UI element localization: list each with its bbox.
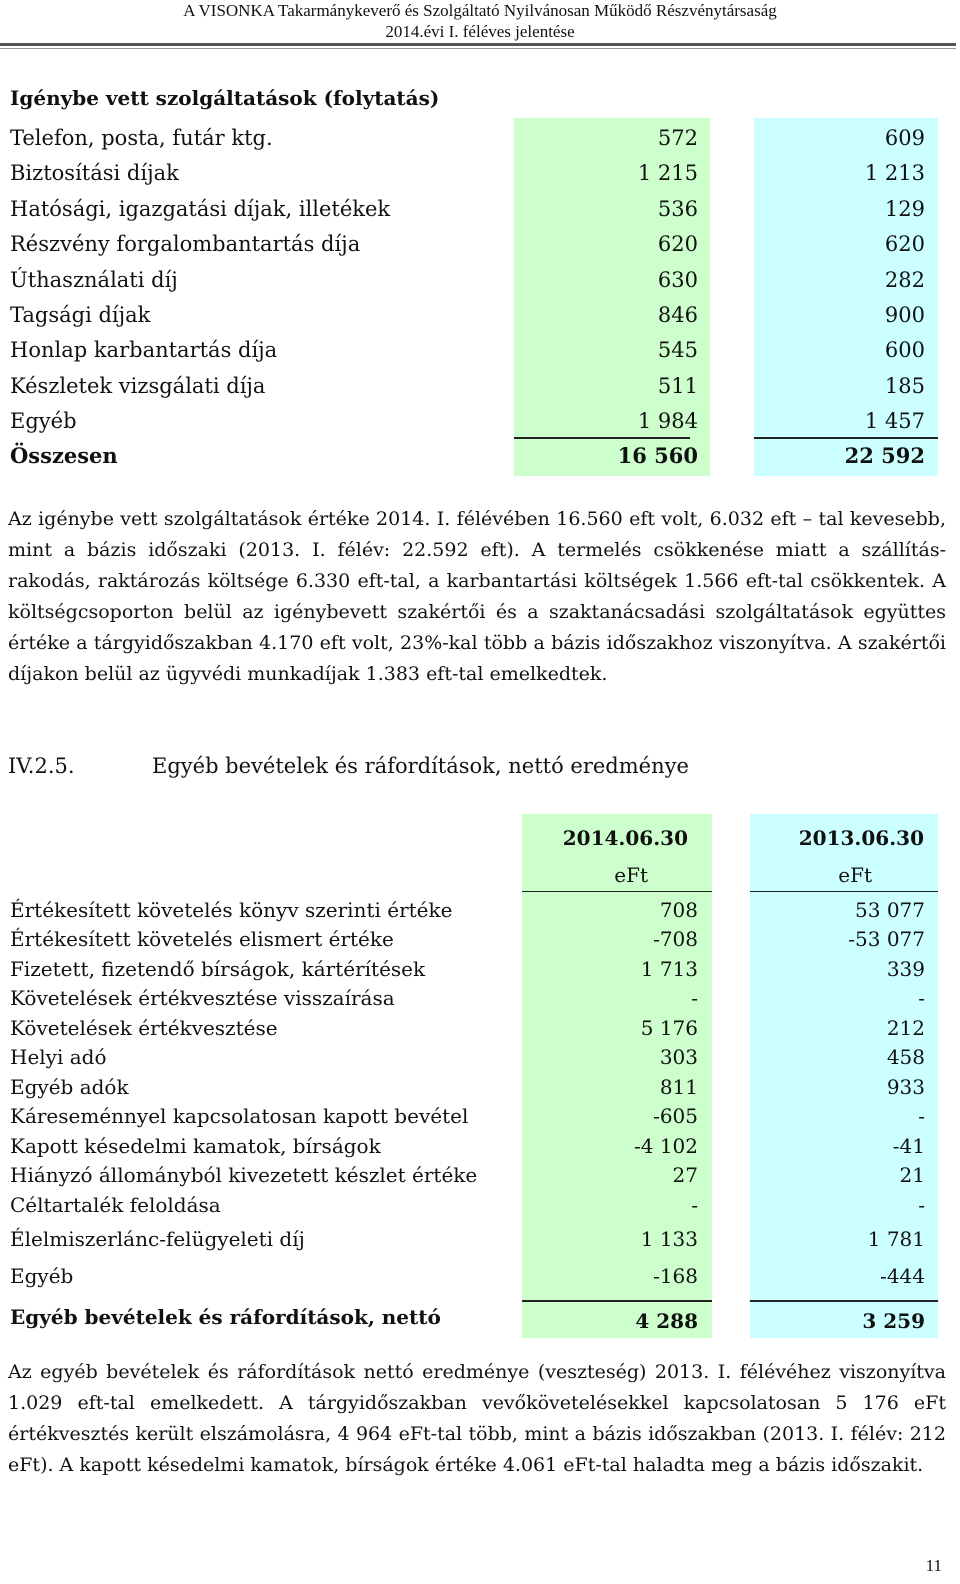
row-label: Tagsági díjak [10,303,151,327]
row-value-2014: 630 [657,267,698,292]
row-label: Honlap karbantartás díja [10,338,278,363]
col-header-2014: 2014.06.30 [562,826,688,850]
row-label: Fizetett, fizetendő bírságok, kártérítések [10,957,426,981]
row-value-2013: 339 [886,957,925,981]
row-label: Követelések értékvesztése visszaírása [10,986,395,1010]
row-value-2013: -444 [880,1264,925,1288]
row-value-2013: 1 781 [867,1227,925,1251]
section1-total-rule-col2 [754,437,938,439]
row-value-2014: 303 [659,1045,698,1069]
row-value-2014: 1 984 [637,409,698,434]
row-value-2013: 212 [886,1016,925,1040]
document-header [0,0,960,42]
col-unit-2014: eFt [614,863,648,887]
section2-title: Egyéb bevételek és ráfordítások, nettó eredménye [152,754,689,778]
paragraph-other-income: Az egyéb bevételek és ráfordítások nettó eredménye (veszteség) 2013. I. félévéhez viszonyítva 1.029 eft-tal emelkedett. A tárgyidőszakban vevőkövetelésekkel kapcsolatosan 5 176 eFt értékvesztés került elszámolásra, 4 964 eFt-tal több, mint a bázis időszakban (2013. I. félév: 212 eFt). A kapott késedelmi kamatok, bírságok értéke 4.061 eFt-tal haladta meg a bázis időszakit. [8,1361,946,1476]
table-row [10,1045,948,1075]
table-row [10,1104,948,1134]
row-value-2014: 846 [657,303,698,327]
section1-title: Igénybe vett szolgáltatások (folytatás) [10,86,440,110]
total-value-2014: 16 560 [617,443,698,468]
row-label: Egyéb [10,409,77,434]
row-value-2013: 900 [884,303,925,327]
row-value-2013: 609 [884,126,925,150]
table-row [10,1163,948,1193]
table-row [10,338,948,368]
row-value-2013: 21 [899,1163,925,1187]
row-label: Követelések értékvesztése [10,1016,278,1040]
total-value-2013: 22 592 [844,443,925,468]
row-value-2013: 1 457 [864,409,925,434]
section2-unit-row [10,863,948,893]
row-value-2013: 53 077 [855,898,925,922]
row-value-2014: -168 [653,1264,698,1288]
table-row [10,1016,948,1046]
row-value-2013: - [918,1104,925,1128]
row-label: Részvény forgalombantartás díja [10,232,361,257]
table-row [10,898,948,928]
row-value-2014: 708 [659,898,698,922]
page-number: 11 [925,1556,942,1575]
row-value-2014: 1 713 [640,957,698,981]
row-label: Telefon, posta, futár ktg. [10,126,273,150]
row-label: Egyéb adók [10,1075,129,1099]
row-value-2014: -4 102 [633,1134,698,1158]
row-value-2014: - [691,986,698,1010]
row-value-2013: 620 [884,232,925,257]
row-value-2014: -708 [653,927,698,951]
row-value-2014: 620 [657,232,698,257]
section2-total-rule-col1 [522,1300,712,1302]
row-value-2014: 27 [672,1163,698,1187]
header-rule [0,43,956,46]
row-value-2014: - [691,1193,698,1217]
section2-total-row [10,1305,948,1335]
header-company-name: A VISONKA Takarmánykeverő és Szolgáltató Nyilvánosan Működő Részvénytársaság [183,1,777,20]
row-value-2014: 572 [657,126,698,150]
total-label: Összesen [10,443,118,468]
table-row [10,161,948,191]
row-value-2013: -41 [892,1134,925,1158]
table-row [10,1075,948,1105]
row-value-2013: 933 [886,1075,925,1099]
row-label: Értékesített követelés elismert értéke [10,927,394,951]
row-value-2014: 536 [657,196,698,221]
row-value-2014: 5 176 [640,1016,698,1040]
row-label: Egyéb [10,1264,74,1288]
section2-total-rule-col2 [750,1300,938,1302]
row-label: Kapott késedelmi kamatok, bírságok [10,1134,381,1158]
row-value-2013: 458 [886,1045,925,1069]
row-value-2014: 511 [657,373,698,398]
paragraph-services: Az igénybe vett szolgáltatások értéke 2014. I. félévében 16.560 eft volt, 6.032 eft – tal kevesebb, mint a bázis időszaki (2013. I. félév: 22.592 eft). A termelés csökkenése miatt a szállítás-rakodás, raktározás költsége 6.330 eft-tal, a karbantartási költségek 1.566 eft-tal csökkentek. A költségcsoporton belül az igénybevett szakértői és a szaktanácsadási szolgáltatások együttes értéke a tárgyidőszakban 4.170 eft volt, 23%-kal több a bázis időszakhoz viszonyítva. A szakértői díjakon belül az ügyvédi munkadíjak 1.383 eft-tal emelkedtek. [8,508,946,685]
table-row [10,303,948,333]
row-label: Biztosítási díjak [10,161,179,186]
row-label: Úthasználati díj [10,267,178,292]
row-value-2014: 545 [657,338,698,363]
section1-total-rule-col1 [514,437,690,439]
row-value-2013: 282 [884,267,925,292]
table-row [10,986,948,1016]
row-label: Élelmiszerlánc-felügyeleti díj [10,1227,305,1251]
row-value-2013: 185 [884,373,925,398]
row-value-2013: - [918,986,925,1010]
row-label: Helyi adó [10,1045,107,1069]
row-label: Értékesített követelés könyv szerinti értéke [10,898,453,922]
row-value-2014: 1 215 [637,161,698,186]
section2-header-rule-col1 [522,891,712,892]
section2-total-value-2013: 3 259 [862,1309,925,1333]
row-label: Káreseménnyel kapcsolatosan kapott bevétel [10,1104,469,1128]
row-value-2013: - [918,1193,925,1217]
table-row [10,232,948,262]
table-row [10,927,948,957]
section2-total-value-2014: 4 288 [635,1309,698,1333]
row-label: Céltartalék feloldása [10,1193,221,1217]
section1-total-row [10,443,948,473]
table-row [10,1227,948,1257]
table-row [10,374,948,404]
table-row [10,957,948,987]
col-unit-2013: eFt [838,863,872,887]
row-value-2014: 811 [659,1075,698,1099]
row-label: Hatósági, igazgatási díjak, illetékek [10,196,391,221]
section2-header-rule-col2 [750,891,938,892]
table-row [10,126,948,156]
section2-number: IV.2.5. [8,754,75,778]
section2-total-label: Egyéb bevételek és ráfordítások, nettó [10,1305,441,1329]
section2-header-row [10,826,948,856]
row-value-2014: -605 [653,1104,698,1128]
row-label: Hiányzó állományból kivezetett készlet értéke [10,1163,478,1187]
table-row [10,1264,948,1294]
col-header-2013: 2013.06.30 [798,826,924,850]
table-row [10,1193,948,1223]
row-value-2013: 129 [884,196,925,221]
table-row [10,268,948,298]
row-value-2013: 600 [884,338,925,363]
row-value-2013: -53 077 [848,927,925,951]
table-row [10,1134,948,1164]
table-row [10,197,948,227]
row-label: Készletek vizsgálati díja [10,373,266,398]
header-rule-thin [0,48,956,49]
row-value-2014: 1 133 [640,1227,698,1251]
header-report-title: 2014.évi I. féléves jelentése [385,22,575,41]
row-value-2013: 1 213 [864,161,925,186]
table-row [10,409,948,439]
